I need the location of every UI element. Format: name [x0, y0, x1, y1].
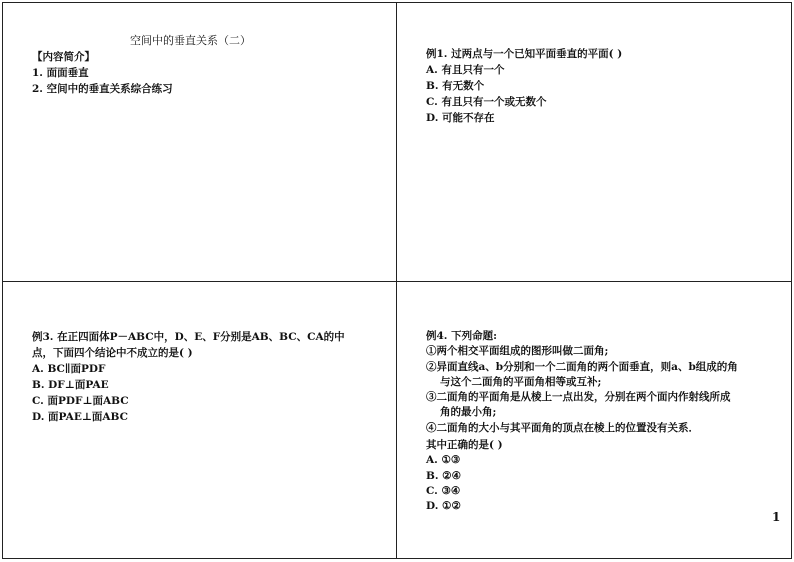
section-heading: 【内容简介】: [32, 51, 95, 63]
question-text: 例3. 在正四面体P－ABC中，D、E、F分别是AB、BC、CA的中: [32, 331, 345, 343]
statement: ④二面角的大小与其平面角的顶点在棱上的位置没有关系．: [426, 421, 699, 434]
statement-continued: 与这个二面角的平面角相等或互补;: [440, 375, 602, 388]
option-d: D. ①②: [426, 500, 461, 513]
option-a: A. BC∥面PDF: [32, 363, 106, 375]
question-text: 点，下面四个结论中不成立的是( ): [32, 347, 193, 359]
option-c: C. 面PDF⊥面ABC: [32, 395, 129, 407]
slide3-content: [32, 329, 345, 425]
statement: ①两个相交平面组成的图形叫做二面角;: [426, 345, 609, 358]
option-c: C. ③④: [426, 484, 461, 497]
statement-continued: 角的最小角;: [440, 406, 497, 419]
slide2-content: [426, 46, 622, 126]
answer-prompt: 其中正确的是( ): [426, 439, 503, 452]
option-b: B. ②④: [426, 469, 462, 482]
content-item: 2. 空间中的垂直关系综合练习: [32, 83, 173, 95]
page-number: 1: [772, 510, 781, 524]
option-a: A. ①③: [426, 454, 461, 467]
option-b: B. DF⊥面PAE: [32, 379, 109, 391]
statement: ②异面直线a、b分别和一个二面角的两个面垂直，则a、b组成的角: [426, 360, 738, 373]
option-d: D. 可能不存在: [426, 112, 495, 124]
statement: ③二面角的平面角是从棱上一点出发，分别在两个面内作射线所成: [426, 391, 731, 404]
horizontal-divider: [2, 281, 792, 282]
option-b: B. 有无数个: [426, 80, 485, 92]
slide1-title: 空间中的垂直关系（二）: [130, 34, 251, 47]
option-d: D. 面PAE⊥面ABC: [32, 411, 128, 423]
question-text: 例4. 下列命题:: [426, 330, 497, 342]
slide4-content: [426, 329, 738, 515]
content-item: 1. 面面垂直: [32, 67, 89, 79]
option-c: C. 有且只有一个或无数个: [426, 96, 547, 108]
option-a: A. 有且只有一个: [426, 64, 505, 76]
slide1-content: [32, 49, 173, 97]
question-text: 例1. 过两点与一个已知平面垂直的平面( ): [426, 48, 623, 60]
